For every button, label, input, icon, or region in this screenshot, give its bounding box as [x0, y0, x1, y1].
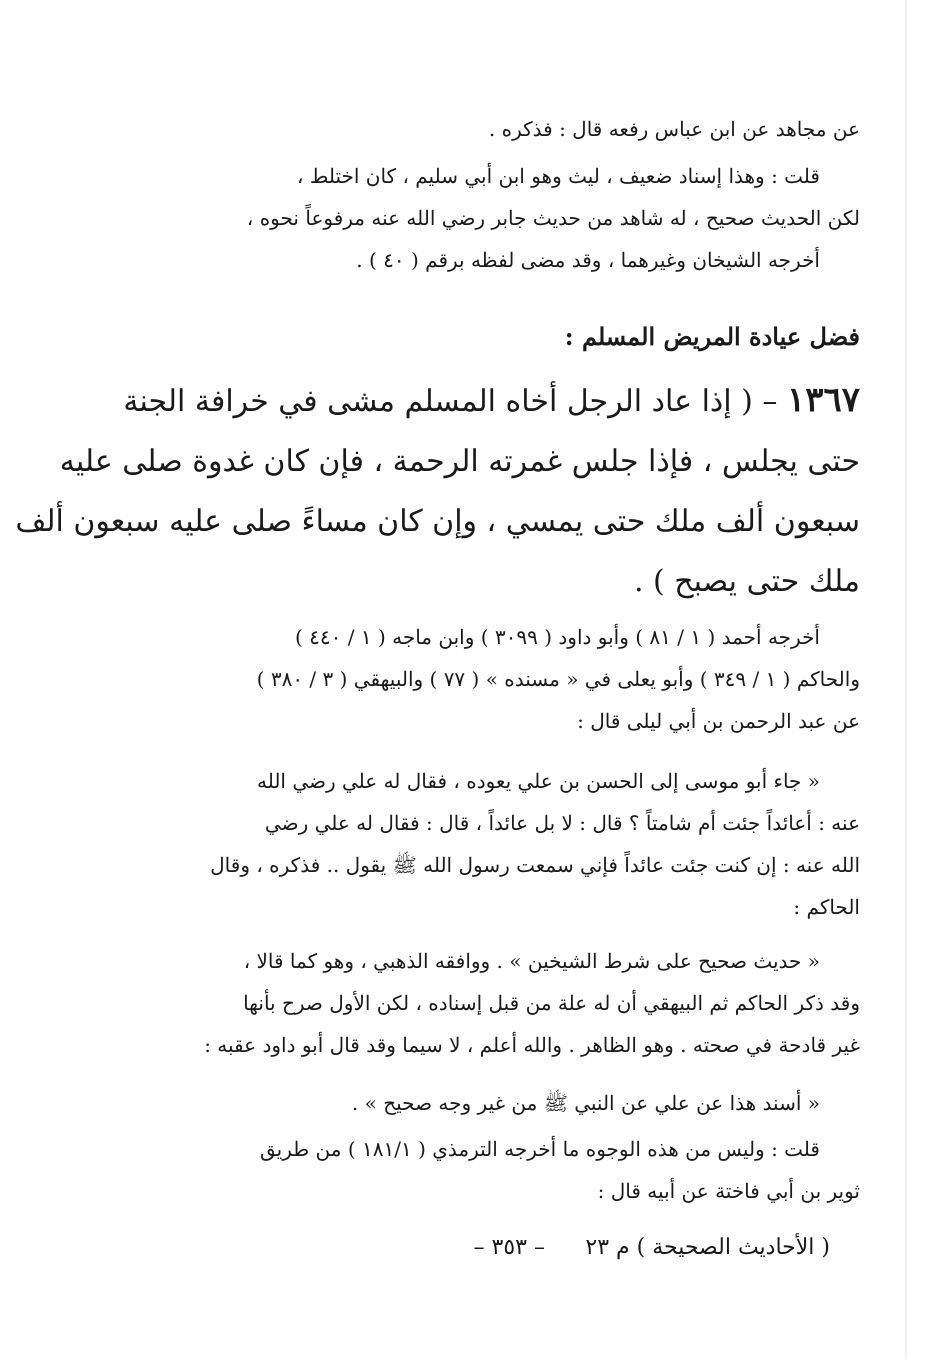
text-line: « أسند هذا عن علي عن النبي ﷺ من غير وجه صحيح » . — [351, 1091, 820, 1115]
text-line: عن عبد الرحمن بن أبي ليلى قال : — [577, 709, 860, 733]
text-line: وقد ذكر الحاكم ثم البيهقي أن له علة من قبل إسناده ، لكن الأول صرح بأنها — [243, 991, 860, 1015]
quote-abu-dawud — [130, 1082, 860, 1124]
text-line: الحاكم : — [793, 895, 860, 919]
text-line: « حديث صحيح على شرط الشيخين » . ووافقه الذهبي ، وهو كما قالا ، — [243, 949, 820, 973]
text-line: عنه : أعائداً جئت أم شامتاً ؟ قال : لا بل عائداً ، قال : فقال له علي رضي — [264, 811, 860, 835]
book-title: ( الأحاديث الصحيحة ) م ٢٣ — [585, 1235, 830, 1260]
text-line: ١٣٦٧ – ( إذا عاد الرجل أخاه المسلم مشى في خرافة الجنة — [123, 380, 860, 420]
page-number: – ٣٥٣ – — [473, 1235, 545, 1260]
text-line: الله عنه : إن كنت جئت عائداً فإني سمعت رسول الله ﷺ يقول .. فذكره ، وقال — [210, 853, 860, 877]
quote-narration — [130, 760, 860, 928]
text-line: ثوير بن أبي فاختة عن أبيه قال : — [597, 1179, 860, 1203]
text-line: والحاكم ( ١ / ٣٤٩ ) وأبو يعلى في « مسنده » ( ٧٧ ) والبيهقي ( ٣ / ٣٨٠ ) — [256, 667, 860, 691]
text-line: عن مجاهد عن ابن عباس رفعه قال : فذكره . — [488, 117, 860, 141]
hadith-text — [15, 370, 860, 612]
text-line: أخرجه أحمد ( ١ / ٨١ ) وأبو داود ( ٣٠٩٩ ) وابن ماجه ( ١ / ٤٤٠ ) — [294, 625, 820, 649]
text-line: غير قادحة في صحته . وهو الظاهر . والله أعلم ، لا سيما وقد قال أبو داود عقبه : — [204, 1033, 860, 1057]
text-line: أخرجه الشيخان وغيرهما ، وقد مضى لفظه برقم ( ٤٠ ) . — [356, 248, 820, 272]
hadith-number: ١٣٦٧ — [786, 380, 860, 420]
paragraph-source — [130, 108, 860, 150]
text-line: قلت : وهذا إسناد ضعيف ، ليث وهو ابن أبي سليم ، كان اختلط ، — [297, 164, 820, 188]
text-line: ملك حتى يصبح ) . — [633, 564, 860, 599]
page-edge-shadow — [905, 0, 907, 1359]
text-line: حتى يجلس ، فإذا جلس غمرته الرحمة ، فإن كان غدوة صلى عليه — [59, 444, 860, 479]
text-line: لكن الحديث صحيح ، له شاهد من حديث جابر رضي الله عنه مرفوعاً نحوه ، — [246, 206, 860, 230]
section-heading: فضل عيادة المريض المسلم : — [564, 322, 860, 351]
page-footer — [130, 1228, 830, 1268]
paragraph-takhrij — [130, 616, 860, 742]
paragraph-final — [130, 1128, 860, 1212]
quote-grading — [130, 940, 860, 1066]
paragraph-comment — [130, 155, 860, 281]
text-line: « جاء أبو موسى إلى الحسن بن علي يعوده ، فقال له علي رضي الله — [256, 769, 820, 793]
text-line: سبعون ألف ملك حتى يمسي ، وإن كان مساءً صلى عليه سبعون ألف — [15, 504, 860, 539]
text-line: قلت : وليس من هذه الوجوه ما أخرجه الترمذي ( ١٨١/١ ) من طريق — [259, 1137, 820, 1161]
